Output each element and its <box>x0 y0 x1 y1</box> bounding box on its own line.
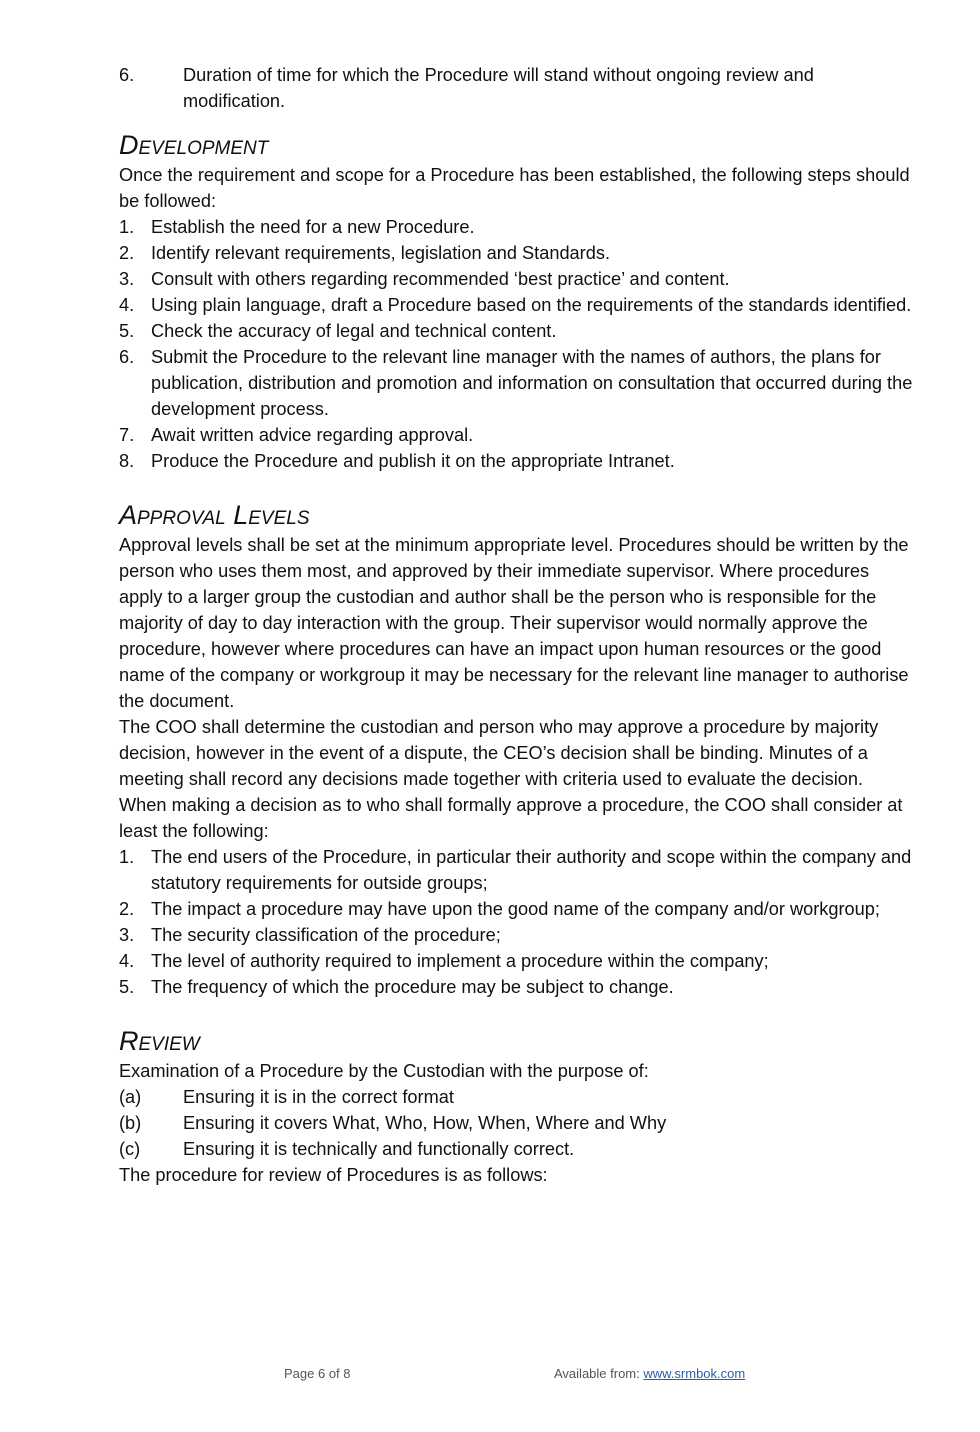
list-item <box>119 292 915 318</box>
page-footer <box>0 1366 980 1386</box>
section-heading-approval-levels: Approval Levels <box>119 500 310 530</box>
list-text: Identify relevant requirements, legislation and Standards. <box>151 243 610 263</box>
list-text: The end users of the Procedure, in particular their authority and scope within the company and statutory requirements for outside groups; <box>151 847 912 893</box>
section-heading-development: Development <box>119 130 269 160</box>
list-text: Await written advice regarding approval. <box>151 425 474 445</box>
list-text: The level of authority required to implement a procedure within the company; <box>151 951 769 971</box>
list-text: Ensuring it is in the correct format <box>183 1087 454 1107</box>
list-item <box>119 974 915 1000</box>
list-number: 6. <box>119 347 135 367</box>
availability-label: Available from: <box>554 1366 644 1381</box>
list-item <box>119 240 915 266</box>
list-item <box>119 896 915 922</box>
list-number: 3. <box>119 269 135 289</box>
list-text: Using plain language, draft a Procedure based on the requirements of the standards identified. <box>151 295 912 315</box>
list-text: Establish the need for a new Procedure. <box>151 217 475 237</box>
document-page <box>119 62 915 1188</box>
list-text: Duration of time for which the Procedure will stand without ongoing review and modification. <box>183 65 814 111</box>
list-number: 3. <box>119 925 135 945</box>
list-number: 5. <box>119 321 135 341</box>
review-outro: The procedure for review of Procedures is as follows: <box>119 1165 548 1185</box>
list-number: 2. <box>119 899 135 919</box>
list-item <box>119 344 915 422</box>
list-number: (b) <box>119 1113 142 1133</box>
list-number: (c) <box>119 1139 141 1159</box>
list-number: 8. <box>119 451 135 471</box>
list-number: 5. <box>119 977 135 997</box>
list-number: 6. <box>119 65 135 85</box>
approval-criteria <box>119 844 915 1000</box>
list-number: 4. <box>119 295 135 315</box>
approval-paragraph: Approval levels shall be set at the minimum appropriate level. Procedures should be written by the person who uses them most, and approved by their immediate supervisor. Where procedures apply to a larger group the custodian and author shall be the person who is responsible for the majority of day to day interaction with the group. Their supervisor would normally approve the procedure, however where procedures can have an impact upon human resources or the good name of the company or workgroup it may be necessary for the relevant line manager to authorise the document. <box>119 535 909 711</box>
list-item <box>119 266 915 292</box>
list-text: Ensuring it is technically and functionally correct. <box>183 1139 575 1159</box>
list-item <box>119 318 915 344</box>
list-text: Ensuring it covers What, Who, How, When, Where and Why <box>183 1113 667 1133</box>
page-number: Page 6 of 8 <box>284 1366 351 1381</box>
list-number: 4. <box>119 951 135 971</box>
list-item <box>119 844 915 896</box>
approval-paragraph: When making a decision as to who shall formally approve a procedure, the COO shall consider at least the following: <box>119 795 903 841</box>
list-text: Submit the Procedure to the relevant line manager with the names of authors, the plans for publication, distribution and promotion and information on consultation that occurred during the development process. <box>151 347 913 419</box>
review-intro: Examination of a Procedure by the Custodian with the purpose of: <box>119 1061 649 1081</box>
list-number: 1. <box>119 217 135 237</box>
list-item <box>119 422 915 448</box>
list-number: 7. <box>119 425 135 445</box>
list-item <box>119 1110 915 1136</box>
list-item <box>119 214 915 240</box>
list-item <box>119 922 915 948</box>
list-text: Produce the Procedure and publish it on the appropriate Intranet. <box>151 451 675 471</box>
list-text: The impact a procedure may have upon the good name of the company and/or workgroup; <box>151 899 880 919</box>
list-item <box>119 1084 915 1110</box>
website-link[interactable]: www.srmbok.com <box>643 1366 746 1381</box>
list-item <box>119 62 915 114</box>
review-purposes <box>119 1084 915 1162</box>
availability-note <box>554 1366 745 1381</box>
approval-paragraph: The COO shall determine the custodian and person who may approve a procedure by majority decision, however in the event of a dispute, the CEO’s decision shall be binding. Minutes of a meeting shall record any decisions made together with criteria used to evaluate the decision. <box>119 717 879 789</box>
list-number: (a) <box>119 1087 142 1107</box>
list-item <box>119 1136 915 1162</box>
list-text: The frequency of which the procedure may be subject to change. <box>151 977 674 997</box>
development-steps <box>119 214 915 474</box>
list-text: The security classification of the procedure; <box>151 925 501 945</box>
section-heading-review: Review <box>119 1026 200 1056</box>
list-number: 1. <box>119 847 135 867</box>
list-text: Check the accuracy of legal and technical content. <box>151 321 557 341</box>
list-number: 2. <box>119 243 135 263</box>
list-item <box>119 948 915 974</box>
list-text: Consult with others regarding recommended ‘best practice’ and content. <box>151 269 730 289</box>
list-item <box>119 448 915 474</box>
development-intro: Once the requirement and scope for a Procedure has been established, the following steps should be followed: <box>119 165 910 211</box>
